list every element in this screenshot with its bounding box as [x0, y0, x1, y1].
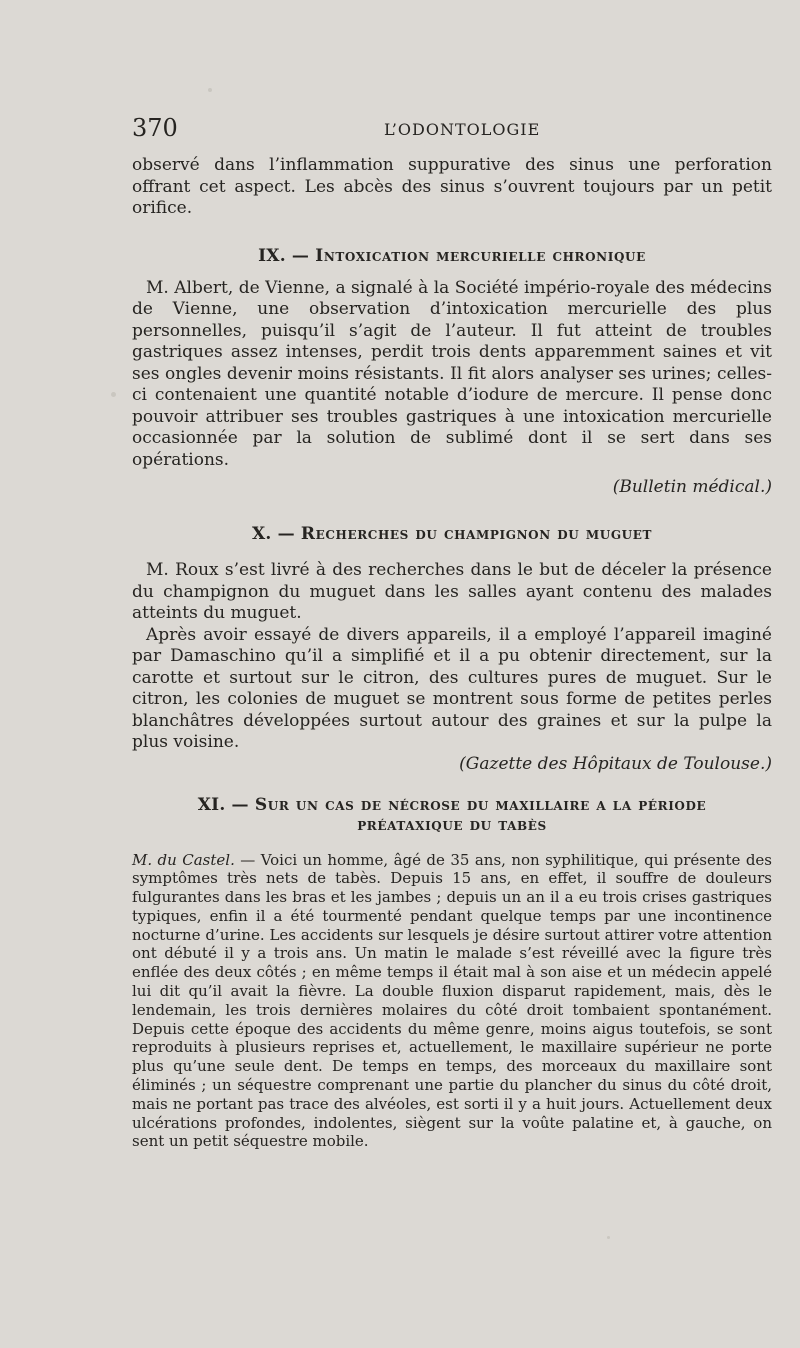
section-xi-heading-line-2: préataxique du tabès: [357, 814, 547, 835]
section-xi-body: — Voici un homme, âgé de 35 ans, non syphilitique, qui présente des symptômes très nets de tabès. Depuis 15 ans, en effet, il souffre de douleurs fulgurantes dans les bras et les jambes ; depuis un an il a eu trois crises gastriques typiques, enfin il a été tourmenté pendant quelque temps par une incontinence nocturne d’urine. Les accidents sur lesquels je désire surtout attirer votre attention ont débuté il y a trois ans. Un matin le malade s’est réveillé avec la figure très enflée des deux côtés ; en même temps il était mal à son aise et un médecin appelé lui dit qu’il avait la fièvre. La double fluxion disparut rapidement, mais, dès le lendemain, les trois dernières molaires du côté droit tombaient spontanément. Depuis cette époque des accidents du même genre, moins aigus toutefois, se sont reproduits à plusieurs reprises et, actuellement, le maxillaire supérieur ne porte plus qu’une seule dent. De temps en temps, des morceaux du maxillaire sont éliminés ; un séquestre comprenant une partie du plancher du sinus du côté droit, mais ne portant pas trace des alvéoles, est sorti il y a huit jours. Actuellement deux ulcérations profondes, indolentes, siègent sur la voûte palatine et, à gauche, on sent un petit séquestre mobile.: [132, 850, 772, 1151]
author-name: M. du Castel.: [132, 850, 235, 869]
paper-spot: [111, 392, 116, 397]
section-x-paragraph-2: Après avoir essayé de divers appareils, il a employé l’appareil imaginé par Damaschino qu’il a simplifié et il a pu obtenir directement, sur la carotte et surtout sur le citron, des cultures pures de muguet. Sur le citron, les colonies de muguet se montrent sous forme de petites perles blanchâtres développées surtout autour des graines et sur la pulpe la plus voisine.: [132, 624, 772, 752]
page-content: [132, 155, 772, 1151]
paper-spot: [208, 88, 212, 92]
section-ix-source: (Bulletin médical.): [612, 477, 772, 497]
page-header: [132, 116, 772, 144]
section-xi-heading-line-1: Sur un cas de nécrose du maxillaire a la période: [254, 794, 707, 815]
section-ix-paragraph: M. Albert, de Vienne, a signalé à la Société império-royale des médecins de Vienne, une observation d’intoxication mercurielle des plus personnelles, puisqu’il s’agit de l’auteur. Il fut atteint de troubles gastriques assez intenses, perdit trois dents apparemment saines et vit ses ongles devenir moins résistants. Il fit alors analyser ses urines; celles-ci contenaient une quantité notable d’iodure de mercure. Il pense donc pouvoir attribuer ses troubles gastriques à une intoxication mercurielle occasionnée par la solution de sublimé dont il se sert dans ses opérations.: [132, 277, 772, 470]
section-x-source: (Gazette des Hôpitaux de Toulouse.): [459, 753, 772, 774]
intro-paragraph: observé dans l’inflammation suppurative des sinus une perforation offrant cet aspect. Les abcès des sinus s’ouvrent toujours par un petit orifice.: [132, 155, 772, 218]
section-xi-number: XI. —: [197, 794, 249, 815]
paper-spot: [607, 1236, 610, 1239]
section-ix-number: IX. —: [258, 245, 310, 266]
running-head: L’ODONTOLOGIE: [384, 120, 541, 139]
section-x-title: [132, 524, 772, 544]
section-xi-title: [132, 795, 772, 835]
section-xi-paragraph: [132, 851, 772, 1152]
section-x-paragraph-1: M. Roux s’est livré à des recherches dans le but de déceler la présence du champignon du muguet dans les salles ayant contenu des malades atteints du muguet.: [132, 560, 772, 623]
section-ix-heading: Intoxication mercurielle chronique: [315, 245, 646, 266]
page-number: 370: [132, 114, 178, 142]
section-x-number: X. —: [251, 524, 295, 544]
section-x-heading: Recherches du champignon du muguet: [300, 524, 653, 544]
section-ix-title: [132, 246, 772, 266]
